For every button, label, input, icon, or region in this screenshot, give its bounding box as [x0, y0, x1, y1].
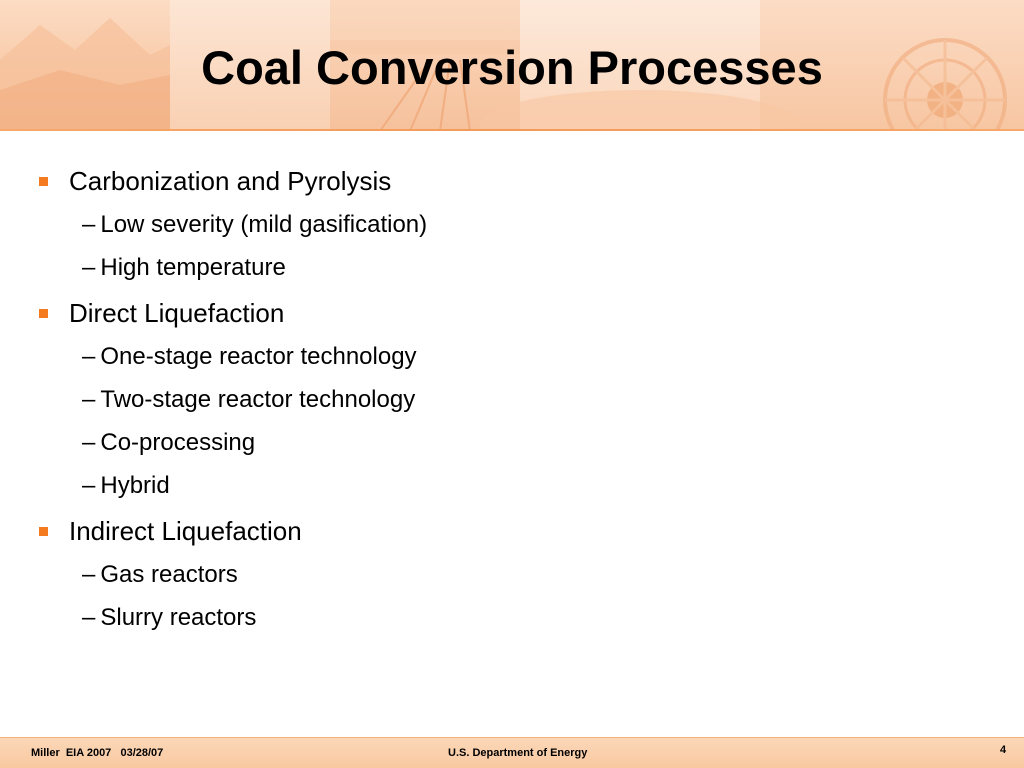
slide-title: Coal Conversion Processes: [201, 41, 823, 94]
footer-author-date: Miller EIA 2007 03/28/07: [31, 747, 164, 759]
sub-bullet-text: Co-processing: [100, 429, 256, 456]
bullet-text: Carbonization and Pyrolysis: [69, 166, 392, 196]
sub-bullet-text: Low severity (mild gasification): [100, 211, 428, 238]
dash-icon: –: [82, 343, 96, 370]
sub-bullet-text: Slurry reactors: [100, 604, 257, 631]
dash-icon: –: [82, 561, 96, 588]
sub-bullet-item: [82, 342, 417, 372]
bullet-text: Direct Liquefaction: [69, 298, 285, 328]
bullet-square-icon: [39, 309, 48, 318]
dash-icon: –: [82, 211, 96, 238]
bullet-square-icon: [39, 177, 48, 186]
sub-bullet-text: Two-stage reactor technology: [100, 386, 416, 413]
dash-icon: –: [82, 254, 96, 281]
dash-icon: –: [82, 472, 96, 499]
bullet-item: [69, 515, 302, 547]
sub-bullet-text: One-stage reactor technology: [100, 343, 417, 370]
sub-bullet-item: [82, 428, 255, 458]
dash-icon: –: [82, 386, 96, 413]
sub-bullet-item: [82, 603, 256, 633]
bullet-text: Indirect Liquefaction: [69, 516, 302, 546]
sub-bullet-text: High temperature: [100, 254, 286, 281]
banner-divider: [0, 129, 1024, 131]
sub-bullet-item: [82, 471, 170, 501]
sub-bullet-text: Hybrid: [100, 472, 170, 499]
sub-bullet-item: [82, 253, 286, 283]
sub-bullet-item: [82, 385, 415, 415]
bullet-square-icon: [39, 527, 48, 536]
bullet-item: [69, 297, 284, 329]
sub-bullet-item: [82, 210, 427, 240]
footer-organization: U.S. Department of Energy: [448, 747, 588, 759]
sub-bullet-text: Gas reactors: [100, 561, 238, 588]
dash-icon: –: [82, 604, 96, 631]
page-number: 4: [1000, 744, 1007, 756]
sub-bullet-item: [82, 560, 238, 590]
bullet-item: [69, 165, 391, 197]
dash-icon: –: [82, 429, 96, 456]
